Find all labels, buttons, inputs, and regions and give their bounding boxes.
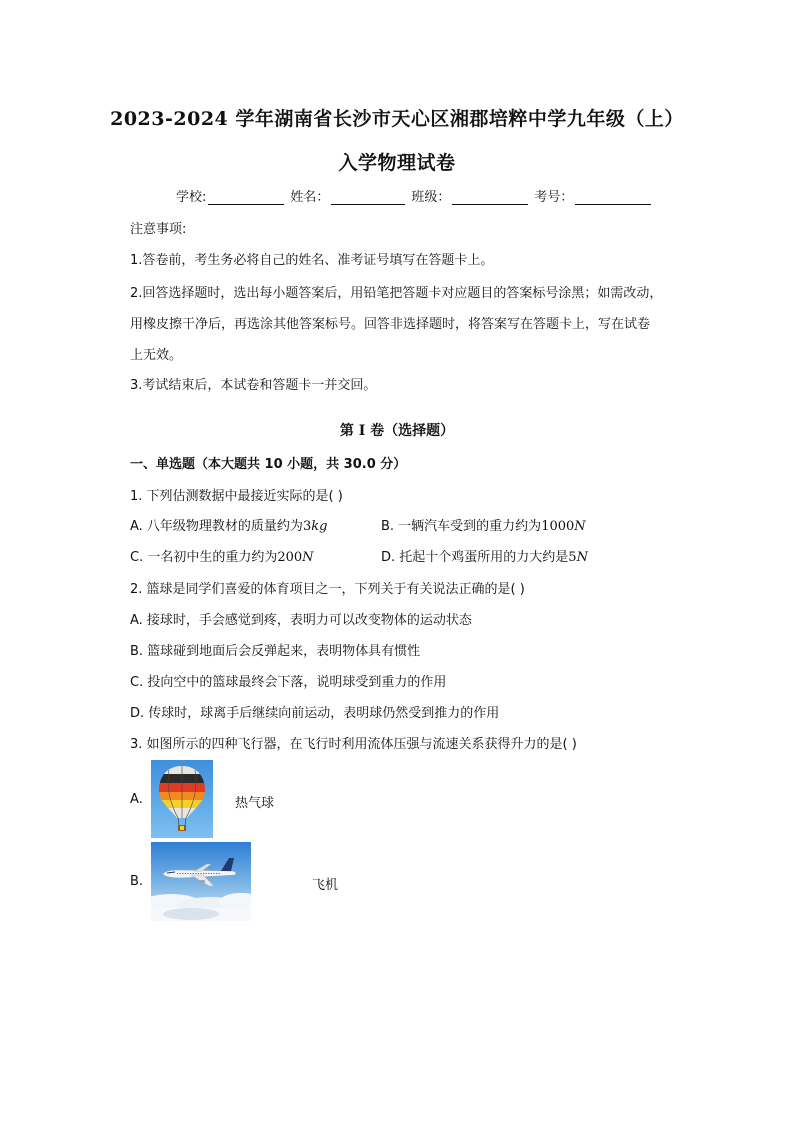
q3-option-b-caption: 飞机 bbox=[312, 878, 339, 893]
notice-item-2-end: 上无效。 bbox=[130, 348, 183, 363]
q2-option-d[interactable]: D. 传球时，球离手后继续向前运动，表明球仍然受到推力的作用 bbox=[130, 706, 500, 721]
airplane-image[interactable] bbox=[151, 842, 251, 921]
q3-option-b-letter[interactable]: B. bbox=[130, 874, 144, 889]
notice-item-1: 1.答卷前，考生务必将自己的姓名、准考证号填写在答题卡上。 bbox=[130, 253, 494, 268]
exam-title-line1: 2023-2024 学年湖南省长沙市天心区湘郡培粹中学九年级（上） bbox=[110, 108, 684, 130]
q1-option-c-num: 200 bbox=[277, 550, 303, 565]
q2-option-c[interactable]: C. 投向空中的篮球最终会下落，说明球受到重力的作用 bbox=[130, 675, 447, 690]
school-blank[interactable] bbox=[208, 190, 284, 205]
q1-option-c-text: C. 一名初中生的重力约为 bbox=[130, 550, 278, 565]
hot-air-balloon-icon bbox=[151, 760, 213, 838]
q2-option-b[interactable]: B. 篮球碰到地面后会反弹起来，表明物体具有惯性 bbox=[130, 644, 421, 659]
hot-air-balloon-image[interactable] bbox=[151, 760, 213, 838]
q1-option-b[interactable] bbox=[381, 515, 586, 534]
exam-title-line2: 入学物理试卷 bbox=[338, 152, 456, 174]
class-label: 班级： bbox=[411, 190, 451, 205]
question-1-stem: 1. 下列估测数据中最接近实际的是( ) bbox=[130, 489, 343, 504]
notice-heading: 注意事项: bbox=[130, 222, 187, 237]
notice-item-2: 2.回答选择题时，选出每小题答案后，用铅笔把答题卡对应题目的答案标号涂黑；如需改动， bbox=[130, 286, 663, 301]
section-title: 第 I 卷（选择题） bbox=[339, 423, 455, 439]
q1-option-d-num: 5 bbox=[568, 550, 577, 565]
notice-item-3: 3.考试结束后，本试卷和答题卡一并交回。 bbox=[130, 378, 377, 393]
class-blank[interactable] bbox=[452, 190, 528, 205]
question-3-stem: 3. 如图所示的四种飞行器，在飞行时利用流体压强与流速关系获得升力的是( ) bbox=[130, 737, 577, 752]
airplane-icon bbox=[151, 842, 251, 921]
q1-option-d-unit: N bbox=[576, 550, 588, 565]
name-blank[interactable] bbox=[331, 190, 405, 205]
q1-option-a-unit: kg bbox=[311, 519, 328, 534]
q1-option-d-text: D. 托起十个鸡蛋所用的力大约是 bbox=[381, 550, 569, 565]
q1-option-a-num: 3 bbox=[302, 519, 312, 534]
student-info-row bbox=[176, 186, 657, 205]
q1-option-d[interactable] bbox=[381, 546, 588, 565]
q1-option-c-unit: N bbox=[302, 550, 314, 565]
q1-option-a[interactable] bbox=[130, 515, 327, 534]
q1-option-c[interactable] bbox=[130, 546, 314, 565]
school-label: 学校: bbox=[176, 190, 207, 205]
q3-option-a-letter[interactable]: A. bbox=[130, 792, 143, 807]
q1-option-b-text: B. 一辆汽车受到的重力约为 bbox=[381, 519, 542, 534]
q1-option-a-text: A. 八年级物理教材的质量约为 bbox=[130, 519, 303, 534]
part-heading: 一、单选题（本大题共 10 小题，共 30.0 分） bbox=[130, 457, 407, 472]
q1-option-b-num: 1000 bbox=[541, 519, 575, 534]
exam-no-label: 考号： bbox=[534, 190, 574, 205]
q1-option-b-unit: N bbox=[574, 519, 586, 534]
q2-option-a[interactable]: A. 接球时，手会感觉到疼，表明力可以改变物体的运动状态 bbox=[130, 613, 472, 628]
exam-no-blank[interactable] bbox=[575, 190, 651, 205]
q3-option-a-caption: 热气球 bbox=[235, 796, 275, 811]
name-label: 姓名： bbox=[290, 190, 330, 205]
question-2-stem: 2. 篮球是同学们喜爱的体育项目之一，下列关于有关说法正确的是( ) bbox=[130, 582, 525, 597]
notice-item-2-cont: 用橡皮擦干净后，再选涂其他答案标号。回答非选择题时，将答案写在答题卡上，写在试卷 bbox=[130, 317, 651, 332]
